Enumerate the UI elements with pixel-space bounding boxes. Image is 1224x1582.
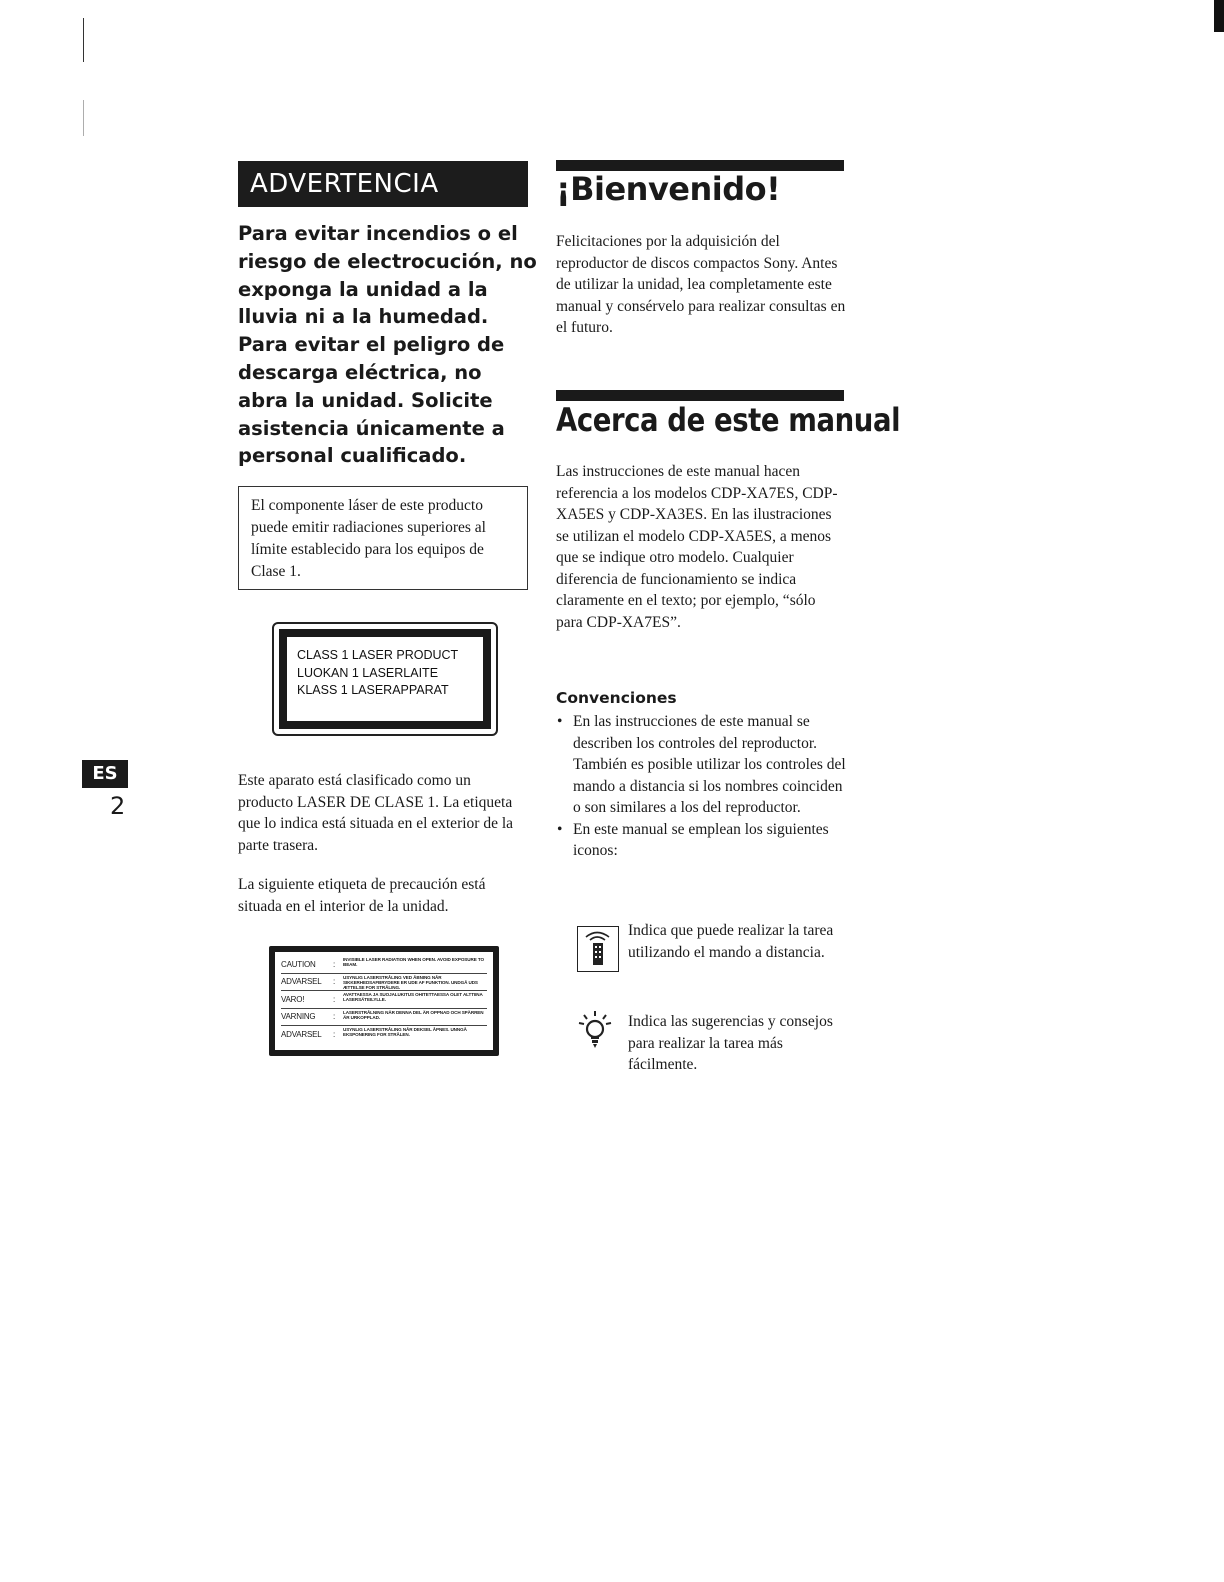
warning-text: Para evitar incendios o el riesgo de electrocución, no exponga la unidad a la lluvia ni a la humedad. Para evitar el peligro de descarga eléctrica, no abra la unidad. Solicite asistencia únicamente a personal cualificado. bbox=[238, 222, 537, 468]
caution-row-name: CAUTION bbox=[281, 959, 316, 969]
caution-row bbox=[281, 991, 487, 1009]
bullet-text: También es posible utilizar los controles del mando a distancia si los nombres coinciden o son similares a los del reproductor. bbox=[573, 756, 846, 816]
conventions-heading: Convenciones bbox=[556, 689, 677, 707]
tip-icon-description: Indica las sugerencias y consejos para realizar la tarea más fácilmente. bbox=[628, 1013, 833, 1073]
caution-row-text: AVATTAESSA JA SUOJALUKITUS OHITETTAESSA OLET ALTTIINA LASERSÄTEILYLLE. bbox=[343, 992, 483, 1003]
list-item bbox=[556, 819, 846, 862]
class-label-line: KLASS 1 LASERAPPARAT bbox=[297, 683, 449, 697]
bullet-list bbox=[556, 711, 846, 862]
caution-row-text: USYNLIG LASERSTRÅLING NÅR DEKSEL ÅPNES. UNNGÅ EKSPONERING FOR STRÅLEN. bbox=[343, 1027, 467, 1038]
laser-notice-text: El componente láser de este producto puede emitir radiaciones superiores al límite establecido para los equipos de Clase 1. bbox=[251, 497, 486, 580]
class-label-frame bbox=[279, 629, 491, 729]
scan-mark bbox=[83, 100, 84, 136]
class-label-line: CLASS 1 LASER PRODUCT bbox=[297, 648, 459, 662]
class-label-line: LUOKAN 1 LASERLAITE bbox=[297, 665, 439, 680]
caution-row bbox=[281, 974, 487, 992]
caution-row-name: VARNING bbox=[281, 1012, 316, 1022]
bullet-text: En este manual se emplean los siguientes iconos: bbox=[573, 820, 829, 859]
caution-row-text: USYNLIG LASERSTRÅLING VED ÅBNING NÅR SIKKERHEDSAFBRYDERE ER UDE AF FUNKTION. UNDGÅ UDS ÆTTELSE FOR STRÅLING. bbox=[343, 974, 478, 989]
caution-row-name: VARO! bbox=[281, 994, 305, 1004]
class-label-body bbox=[287, 637, 483, 721]
lightbulb-icon bbox=[577, 1010, 613, 1050]
bullet-text: En las instrucciones de este manual se describen los controles del reproductor. bbox=[573, 713, 818, 752]
caution-row-colon: : bbox=[333, 959, 336, 969]
welcome-text: Felicitaciones por la adquisición del reproductor de discos compactos Sony. Antes de utilizar la unidad, lea completamente este manual y consérvelo para realizar consultas en el futuro. bbox=[556, 233, 846, 336]
scan-edge-mark bbox=[1214, 0, 1224, 32]
page-number: 2 bbox=[110, 792, 126, 820]
caution-paragraph: La siguiente etiqueta de precaución está situada en el interior de la unidad. bbox=[238, 876, 486, 915]
remote-control-icon bbox=[577, 926, 619, 972]
caution-row-colon: : bbox=[333, 1012, 336, 1022]
caution-row-colon: : bbox=[333, 994, 336, 1004]
conventions-list bbox=[556, 711, 846, 862]
class-1-laser-label bbox=[272, 622, 498, 736]
welcome-title: ¡Bienvenido! bbox=[556, 170, 781, 208]
caution-row-colon: : bbox=[333, 1029, 336, 1039]
laser-notice-box bbox=[238, 486, 528, 590]
caution-label bbox=[269, 946, 499, 1056]
list-item bbox=[556, 711, 846, 819]
section-rule bbox=[556, 390, 844, 401]
language-badge: ES bbox=[82, 760, 128, 788]
caution-label-body bbox=[275, 952, 493, 1050]
about-text: Las instrucciones de este manual hacen referencia a los modelos CDP-XA7ES, CDP-XA5ES y CDP-XA3ES. En las ilustraciones se utilizan el modelo CDP-XA5ES, a menos que se indique otro modelo. Cualquier diferencia de funcionamiento se indica claramente en el texto; por ejemplo, “sólo para CDP-XA7ES”. bbox=[556, 463, 838, 631]
caution-row-text: INVISIBLE LASER RADIATION WHEN OPEN. AVOID EXPOSURE TO BEAM. bbox=[343, 957, 484, 968]
caution-row-colon: : bbox=[333, 977, 336, 987]
classification-paragraph: Este aparato está clasificado como un producto LASER DE CLASE 1. La etiqueta que lo indica está situada en el exterior de la parte trasera. bbox=[238, 772, 514, 854]
caution-row bbox=[281, 956, 487, 974]
caution-row-name: ADVARSEL bbox=[281, 977, 322, 987]
caution-row-text: LASERSTRÅLNING NÄR DENNA DEL ÄR OPPNAD OCH SPÄRREN ÄR URKOPPLAD. bbox=[343, 1009, 484, 1020]
warning-header: ADVERTENCIA bbox=[238, 161, 528, 207]
remote-icon-description: Indica que puede realizar la tarea utilizando el mando a distancia. bbox=[628, 922, 834, 961]
caution-row bbox=[281, 1026, 487, 1043]
about-title: Acerca de este manual bbox=[556, 401, 901, 439]
caution-row bbox=[281, 1009, 487, 1027]
caution-row-name: ADVARSEL bbox=[281, 1029, 322, 1039]
scan-mark bbox=[83, 18, 84, 62]
